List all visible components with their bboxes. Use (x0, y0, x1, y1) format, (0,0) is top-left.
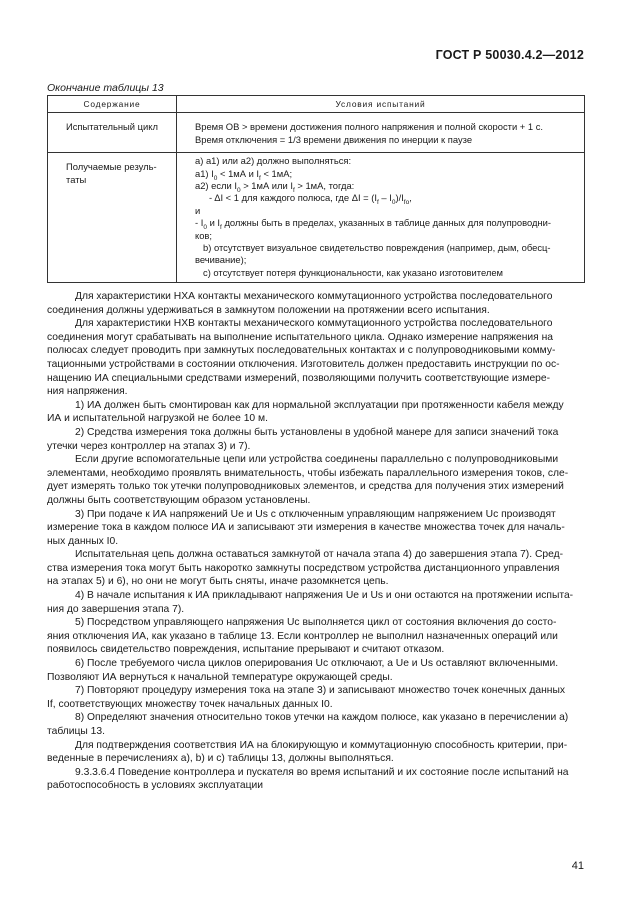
result-line: a1) $I_0 < 1мА$ и $I_f < 1мА$; (195, 167, 293, 182)
paragraph-line: 9.3.3.6.4 Поведение контроллера и пускателя во время испытаний и их состояние после испытаний на (75, 766, 569, 778)
paragraph-line: полюсах следует проводить при замкнутых последовательных контактах и с полупроводниковыми комму- (47, 345, 556, 357)
paragraph-line: Позволяют ИА вернуться к начальной температуре окружающей среды. (47, 671, 393, 683)
document-header: ГОСТ Р 50030.4.2—2012 (435, 48, 584, 62)
paragraph-line: 2) Средства измерения тока должны быть установлены в удобной манере для записи значений тока (75, 426, 559, 438)
paragraph-line: должны быть соответствующим образом установлены. (47, 494, 311, 506)
paragraph-line: работоспособность в условиях эксплуатации (47, 780, 264, 792)
body-paragraph (47, 399, 585, 426)
column-header-content: Содержание (48, 96, 177, 113)
row-label (48, 153, 177, 283)
paragraph-line: ства измерения тока могут быть накоротко замкнуты посредством устройства дистанционного управления (47, 562, 560, 574)
result-line: ков; (195, 229, 213, 241)
paragraph-line: Для характеристики НХВ контакты механического коммутационного устройства последовательного (75, 318, 553, 330)
result-line: - ΔI < 1 для каждого полюса, где $\Delta I = (I_f - I_0)/I_{fo}$, (209, 192, 412, 207)
paragraph-line: измерение тока в каждом полюсе ИА и записывают эти измерения в качестве множества точек для началь- (47, 522, 565, 534)
paragraph-line: ИА и испытательной нагрузкой не более 10 м. (47, 413, 268, 425)
body-paragraph (47, 548, 585, 589)
result-line: и (195, 204, 201, 216)
test-conditions-table (47, 95, 585, 283)
paragraph-line: ния напряжения. (47, 386, 128, 398)
paragraph-line: Если другие вспомогательные цепи или устройства соединены параллельно с полупроводниковыми (75, 454, 559, 466)
table-header-row (48, 96, 585, 113)
paragraph-line: дует измерять только ток утечки полупроводниковых элементов, и средства для получения этих измерений (47, 481, 564, 493)
body-paragraph (47, 766, 585, 793)
paragraph-line: ных данных I0. (47, 535, 119, 547)
result-line: a) a1) или a2) должно выполняться: (195, 155, 352, 167)
body-paragraph (47, 453, 585, 507)
body-paragraph (47, 739, 585, 766)
result-line: - $I_0$ и $I_f$ должны быть в пределах, указанных в таблице данных для полупроводни- (195, 217, 551, 232)
paragraph-line: 1) ИА должен быть смонтирован как для нормальной эксплуатации при протяженности кабеля между (75, 399, 564, 411)
paragraph-line: соединения могут срабатывать на выполнение испытательного цикла. Однако измерение напряжения на (47, 331, 554, 343)
row-label-line: таты (66, 173, 87, 185)
paragraph-line: веденные в перечислениях a), b) и c) таблицы 13, должны выполняться. (47, 753, 394, 765)
body-paragraph (47, 711, 585, 738)
paragraph-line: 3) При подаче к ИА напряжений Ue и Us с отключенным управляющим напряжением Uc производят (75, 508, 556, 520)
body-paragraph (47, 616, 585, 657)
paragraph-line: If, соответствующих множеству точек начальных данных I0. (47, 698, 333, 710)
body-paragraph (47, 426, 585, 453)
paragraph-line: утечки через контроллер на этапах 3) и 7). (47, 440, 251, 452)
paragraph-line: 4) В начале испытания к ИА прикладывают напряжения Ue и Us и они остаются на протяжении испыта- (75, 590, 574, 602)
paragraph-line: Испытательная цепь должна оставаться замкнутой от начала этапа 4) до завершения этапа 7). Сред- (75, 549, 564, 561)
body-text (47, 290, 585, 793)
paragraph-line: 6) После требуемого числа циклов оперирования Uc отключают, а Ue и Us оставляют включенными. (75, 658, 559, 670)
result-line: c) отсутствует потеря функциональности, как указано изготовителем (203, 266, 503, 278)
result-line: b) отсутствует визуальное свидетельство повреждения (например, дым, обесц- (203, 242, 551, 254)
paragraph-line: Для подтверждения соответствия ИА на блокирующую и коммутационную способность критерии, при- (75, 739, 568, 751)
paragraph-line: нащению ИА специальными средствами измерений, позволяющими получить соответствующие измере- (47, 372, 551, 384)
body-paragraph (47, 317, 585, 399)
paragraph-line: Для характеристики НХА контакты механического коммутационного устройства последовательного (75, 291, 553, 302)
row-label-line: Получаемые резуль- (66, 161, 157, 173)
row-results (177, 153, 585, 283)
row-conditions (177, 113, 585, 153)
row-label: Испытательный цикл (48, 113, 177, 153)
body-paragraph (47, 657, 585, 684)
result-line: вечивание); (195, 254, 247, 266)
body-paragraph (47, 589, 585, 616)
column-header-conditions: Условия испытаний (177, 96, 585, 113)
condition-line: Время отключения = 1/3 времени движения по инерции к паузе (195, 133, 473, 145)
paragraph-line: соединения должны удерживаться в замкнутом положении на протяжении всего испытания. (47, 304, 490, 316)
body-paragraph (47, 290, 585, 317)
paragraph-line: тационными устройствами в состоянии отключения. Изготовитель должен предоставить инструкции по ос- (47, 358, 560, 370)
paragraph-line: 8) Определяют значения относительно токов утечки на каждом полюсе, как указано в перечислении a) (75, 712, 569, 724)
paragraph-line: 7) Повторяют процедуру измерения тока на этапе 3) и записывают множество точек конечных данных (75, 685, 565, 697)
table-caption: Окончание таблицы 13 (47, 82, 164, 94)
paragraph-line: элементами, необходимо проявлять внимательность, чтобы избежать параллельного измерения токов, сле- (47, 467, 569, 479)
condition-line: Время ОВ > времени достижения полного напряжения и полной скорости + 1 с. (195, 121, 543, 133)
paragraph-line: появилось свидетельство повреждения, испытание прерывают и считают отказом. (47, 644, 445, 656)
table-row (48, 153, 585, 283)
table-row (48, 113, 585, 153)
result-line: a2) если $I_0 > 1мА$ или $I_f > 1мА$, тогда: (195, 180, 355, 194)
paragraph-line: ния до завершения этапа 7). (47, 603, 185, 615)
paragraph-line: на этапах 5) и 6), но они не могут быть сняты, иначе разомкнется цепь. (47, 576, 389, 588)
paragraph-line: 5) Посредством управляющего напряжения Uc выполняется цикл от состояния включения до состо- (75, 617, 557, 629)
body-paragraph (47, 508, 585, 549)
page-number: 41 (571, 860, 584, 872)
body-paragraph (47, 684, 585, 711)
paragraph-line: таблицы 13. (47, 726, 105, 737)
paragraph-line: яния отключения ИА, как указано в таблице 13. Если контроллер не выполнил назначенных операций или (47, 630, 558, 642)
